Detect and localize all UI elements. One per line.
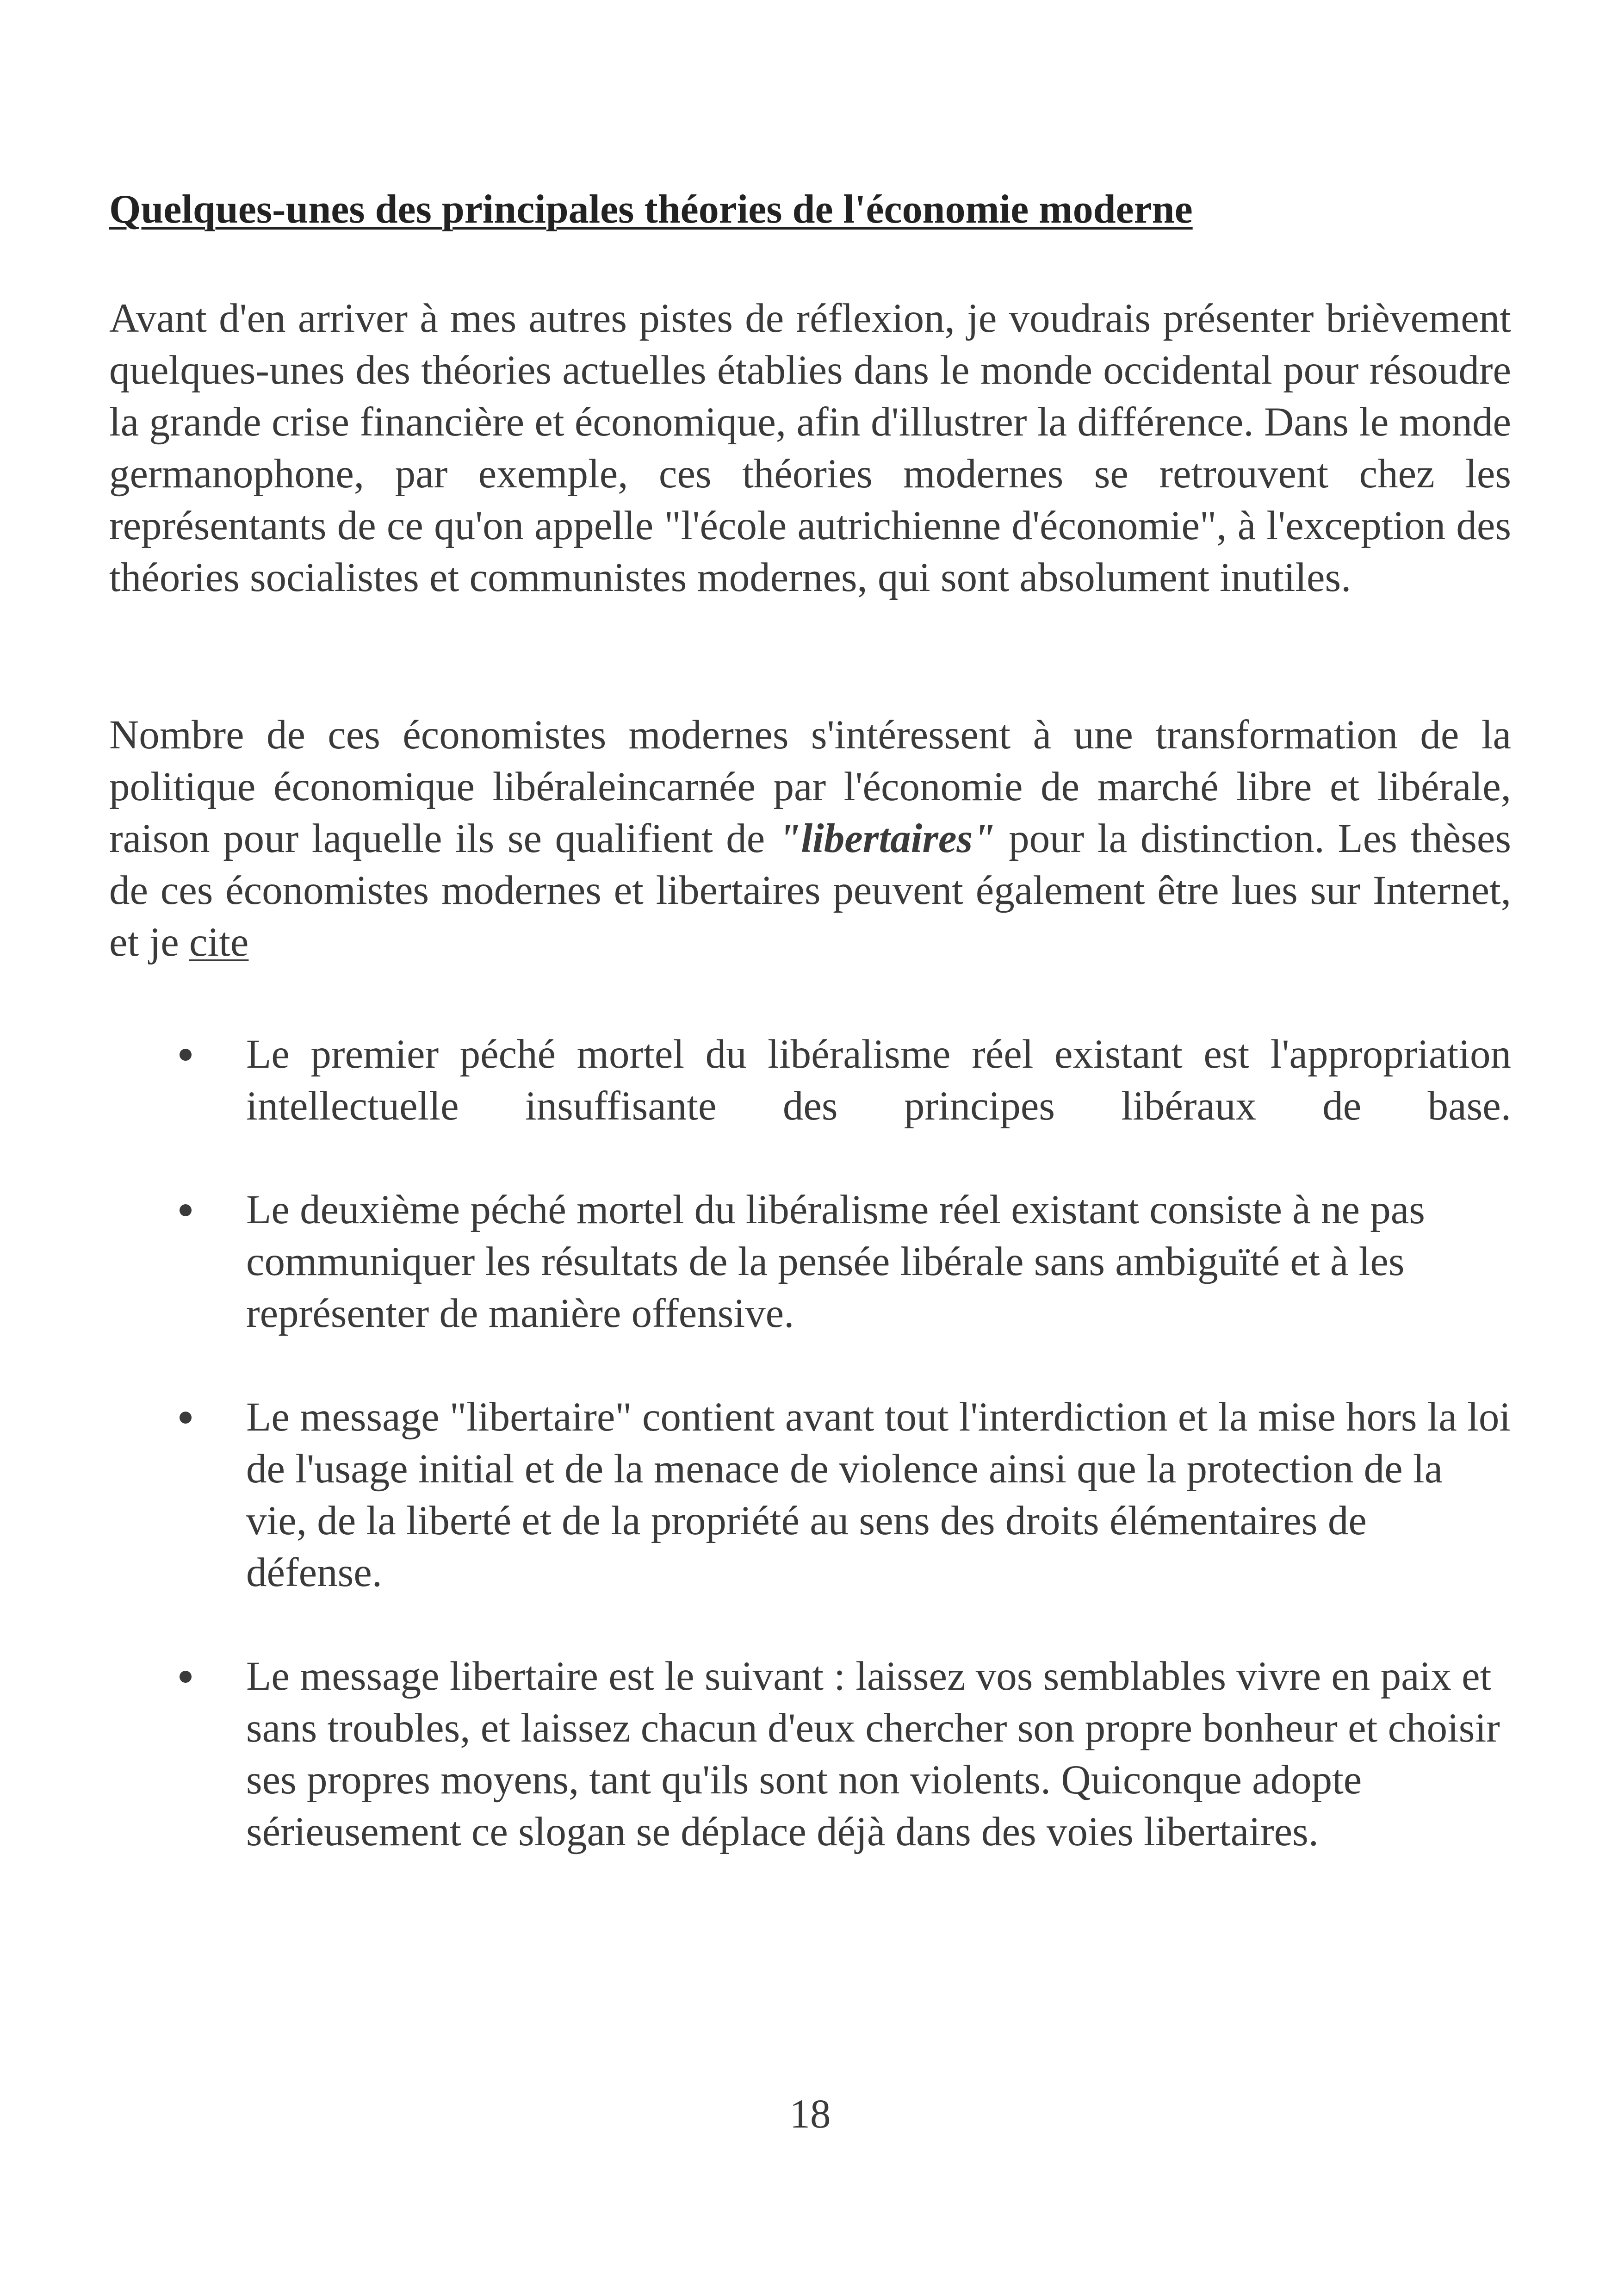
list-item-text: Le message libertaire est le suivant : laissez vos semblables vivre en paix et sans troubles, et laissez chacun d'eux chercher son propre bonheur et choisir ses propres moyens, tant qu'ils sont non violents. Quiconque adopte sérieusement ce slogan se déplace déjà dans des voies libertaires. [246, 1654, 1500, 1854]
section-heading: Quelques-unes des principales théories de l'économie moderne [109, 187, 1193, 232]
list-item [109, 1391, 1511, 1599]
cite-link[interactable]: cite [189, 920, 249, 965]
list-item-text: Le premier péché mortel du libéralisme réel existant est l'appropriation intellectuelle insuffisante des principes libéraux de base. [246, 1032, 1511, 1129]
paragraph-introduction: Avant d'en arriver à mes autres pistes de réflexion, je voudrais présenter brièvement quelques-unes des théories actuelles établies dans le monde occidental pour résoudre la grande crise financière et économique, afin d'illustrer la différence. Dans le monde germanophone, par exemple, ces théories modernes se retrouvent chez les représentants de ce qu'on appelle "l'école autrichienne d'économie", à l'exception des théories socialistes et communistes modernes, qui sont absolument inutiles. [109, 296, 1511, 600]
libertaires-emphasis: "libertaires" [778, 816, 996, 861]
bullet-list [109, 1028, 1511, 1910]
document-page [109, 0, 1511, 2296]
page-number: 18 [789, 2091, 831, 2137]
bullet-point-icon [180, 1671, 192, 1683]
list-item-text: Le message "libertaire" contient avant tout l'interdiction et la mise hors la loi de l'usage initial et de la menace de violence ainsi que la protection de la vie, de la liberté et de la propriété au sens des droits élémentaires de défense. [246, 1394, 1511, 1595]
paragraph-libertarians-text-start: Nombre de ces économistes modernes s'intéressent à une transformation de la politique économique libéraleincarnée par l'économie de marché libre et libérale, raison pour laquelle ils se qualifient de [109, 712, 1511, 861]
paragraph-libertarians [109, 709, 1511, 968]
list-item-text: Le deuxième péché mortel du libéralisme réel existant consiste à ne pas communiquer les résultats de la pensée libérale sans ambiguïté et à les représenter de manière offensive. [246, 1187, 1425, 1336]
list-item [109, 1184, 1511, 1339]
bullet-point-icon [180, 1049, 192, 1061]
bullet-point-icon [180, 1204, 192, 1216]
paragraph-libertarians-text-end: pour la distinction. Les thèses de ces économistes modernes et libertaires peuvent également être lues sur Internet, et je [109, 816, 1512, 965]
list-item [109, 1650, 1511, 1858]
bullet-point-icon [180, 1412, 192, 1424]
list-item [109, 1028, 1511, 1132]
